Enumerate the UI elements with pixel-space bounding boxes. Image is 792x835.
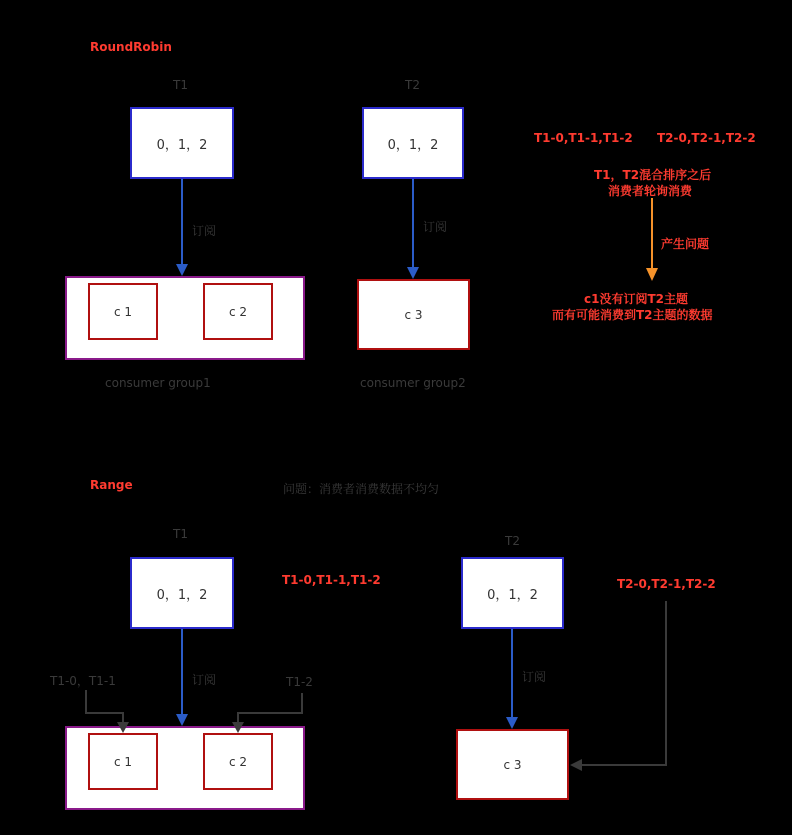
rr-subscribe-label-1: 订阅 <box>192 224 217 238</box>
rr-t2-label: T2 <box>405 78 420 92</box>
rr-note-result-line1: c1没有订阅T2主题 <box>584 292 688 306</box>
rr-note-t1: T1-0,T1-1,T1-2 <box>534 131 633 145</box>
range-t2-partitions: 0，1，2 <box>487 587 538 603</box>
range-assign-c1: T1-0，T1-1 <box>50 674 116 688</box>
rr-note-t2: T2-0,T2-1,T2-2 <box>657 131 756 145</box>
range-c2-label: c 2 <box>228 754 248 769</box>
range-t1-partitions: 0，1，2 <box>156 587 208 603</box>
rr-c3-label: c 3 <box>404 307 423 322</box>
rr-arrow-t1-to-group1 <box>176 179 188 276</box>
range-c1-label: c 1 <box>113 754 133 769</box>
range-subscribe-label-2: 订阅 <box>522 670 547 684</box>
range-assign-c2: T1-2 <box>286 675 313 689</box>
range-arrow-t2-note-to-c3 <box>570 601 666 771</box>
rr-group2-label: consumer group2 <box>360 376 466 390</box>
range-problem: 问题：消费者消费数据不均匀 <box>283 482 440 496</box>
rr-note-result-line2: 而有可能消费到T2主题的数据 <box>552 308 713 322</box>
range-arrow-assign-c1 <box>86 690 129 733</box>
roundrobin-title: RoundRobin <box>90 40 172 54</box>
rr-arrow-t2-to-c3 <box>407 179 419 279</box>
range-t1-label: T1 <box>173 527 188 541</box>
rr-t1-partitions: 0，1，2 <box>156 137 208 153</box>
rr-note-problem: 产生问题 <box>661 237 710 251</box>
range-subscribe-label-1: 订阅 <box>192 673 217 687</box>
rr-note-sort-line2: 消费者轮询消费 <box>608 184 693 198</box>
rr-c2-label: c 2 <box>228 304 248 319</box>
range-arrow-t2-to-c3 <box>506 629 518 729</box>
range-title: Range <box>90 478 133 492</box>
range-arrow-t1-to-group <box>176 629 188 726</box>
range-arrow-assign-c2 <box>232 693 302 733</box>
range-t2-label: T2 <box>505 534 520 548</box>
rr-subscribe-label-2: 订阅 <box>423 220 448 234</box>
rr-c1-label: c 1 <box>113 304 133 319</box>
range-c3-label: c 3 <box>503 757 522 772</box>
range-note-t2: T2-0,T2-1,T2-2 <box>617 577 716 591</box>
rr-arrow-problem <box>646 198 658 281</box>
rr-t2-partitions: 0，1，2 <box>387 137 439 153</box>
rr-t1-label: T1 <box>173 78 188 92</box>
rr-note-sort-line1: T1，T2混合排序之后 <box>594 168 712 182</box>
rr-group1-label: consumer group1 <box>105 376 211 390</box>
range-note-t1: T1-0,T1-1,T1-2 <box>282 573 381 587</box>
